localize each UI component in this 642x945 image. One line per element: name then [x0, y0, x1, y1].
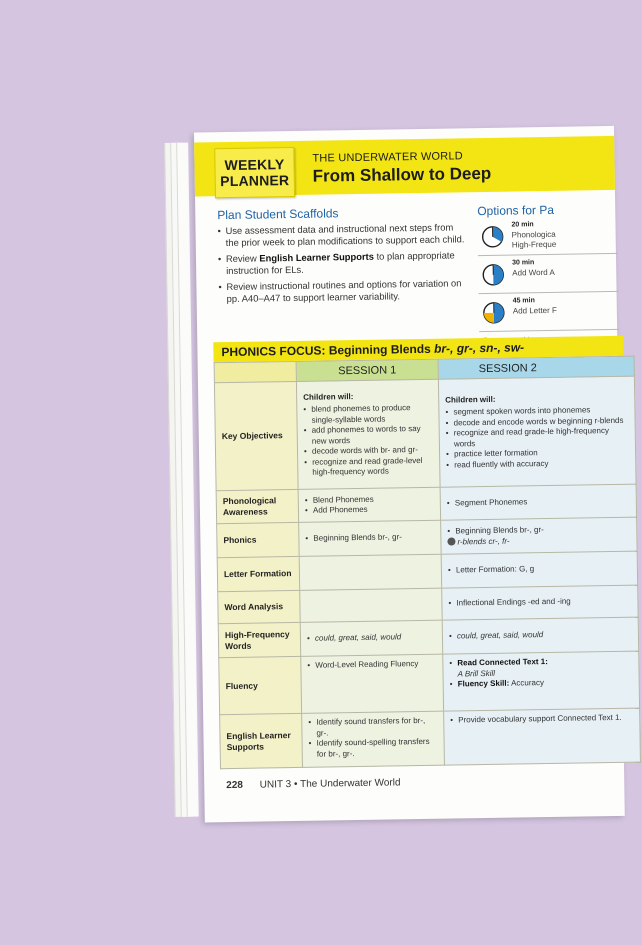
page-footer — [226, 777, 400, 791]
weekly-planner-tag — [214, 147, 295, 198]
planner-label: PLANNER — [220, 172, 290, 190]
option-time: 20 min — [511, 221, 534, 229]
key-objectives-session-1: Children will: • blend phonemes to produce single-syllable words • add phonemes to words to say new words • decode words with br- and gr- • recognize and read grade-level high-frequency words — [296, 379, 440, 489]
fluency-session-1: • Word-Level Reading Fluency — [301, 654, 444, 713]
option-description: Phonologica High-Freque — [511, 229, 557, 250]
option-row — [477, 216, 618, 256]
footer-unit-text: UNIT 3 • The Underwater World — [259, 777, 401, 791]
option-description: Add Word A — [512, 267, 555, 278]
row-label-phonological-awareness: Phonological Awareness — [216, 489, 299, 523]
scaffold-item: • Use assessment data and instructional next steps from the prior week to plan modifications to support each child. — [217, 221, 467, 249]
row-label-phonics: Phonics — [217, 522, 300, 557]
lesson-title: From Shallow to Deep — [312, 163, 492, 186]
option-row — [479, 292, 620, 332]
options-section — [477, 202, 619, 345]
row-label-key-objectives: Key Objectives — [214, 381, 298, 490]
word-analysis-session-1 — [300, 588, 442, 622]
row-label-word-analysis: Word Analysis — [218, 590, 300, 623]
letter-formation-session-2: • Letter Formation: G, g — [441, 551, 638, 588]
phonological-session-1: • Blend Phonemes • Add Phonemes — [298, 487, 441, 522]
session-1-header: SESSION 1 — [296, 359, 438, 381]
phonics-focus-bar: PHONICS FOCUS: Beginning Blends br-, gr-, sn-, sw- — [213, 336, 623, 362]
scaffolds-section — [217, 204, 469, 309]
planner-page — [194, 126, 625, 823]
clock-45-min-icon — [483, 302, 505, 324]
option-time: 45 min — [512, 297, 535, 305]
page-number: 228 — [226, 779, 244, 792]
row-label-english-learner-supports: English Learner Supports — [220, 713, 303, 768]
el-supports-session-2: • Provide vocabulary support Connected Text 1. — [444, 708, 641, 765]
session-table — [214, 356, 641, 770]
blends-list: br-, gr-, sn-, sw- — [433, 340, 525, 356]
clock-30-min-icon — [482, 264, 504, 286]
scaffolds-heading: Plan Student Scaffolds — [217, 206, 339, 223]
el-supports-emphasis: English Learner Supports — [259, 250, 375, 264]
planner-book — [164, 126, 624, 823]
letter-formation-session-1 — [299, 554, 442, 590]
table-corner — [214, 361, 296, 382]
phonological-session-2: • Segment Phonemes — [440, 484, 636, 520]
weekly-label: WEEKLY — [224, 156, 285, 174]
key-objectives-session-2: Children will: • segment spoken words into phonemes • decode and encode words w beginning r-blends • recognize and read grade-le high-frequency words • practice letter formation • read fluently with accuracy — [438, 376, 636, 487]
row-label-letter-formation: Letter Formation — [217, 556, 300, 591]
scaffold-item: • Review instructional routines and options for variation on pp. A40–A47 to support learner variability. — [218, 277, 468, 305]
session-2-header: SESSION 2 — [438, 356, 634, 379]
el-supports-session-1: • Identify sound transfers for br-, gr-. • Identify sound-spelling transfers for br-, gr-. — [302, 711, 445, 767]
fluency-session-2: • Read Connected Text 1: A Brill Skill • Fluency Skill: Accuracy — [443, 651, 640, 711]
row-label-fluency: Fluency — [219, 656, 302, 714]
word-analysis-session-2: • Inflectional Endings -ed and -ing — [442, 585, 638, 620]
phonics-session-1: • Beginning Blends br-, gr- — [299, 520, 442, 556]
unit-title: THE UNDERWATER WORLD — [312, 150, 463, 165]
options-heading: Options for Pa — [477, 202, 555, 219]
option-row — [478, 254, 619, 294]
speaker-icon — [447, 538, 455, 546]
title-banner — [194, 136, 615, 197]
clock-20-min-icon — [482, 226, 504, 248]
option-time: 30 min — [512, 259, 535, 267]
row-label-high-frequency-words: High-Frequency Words — [218, 622, 301, 657]
hfw-session-2: • could, great, said, would — [442, 617, 639, 654]
option-description: Add Letter F — [512, 305, 557, 316]
hfw-session-1: • could, great, said, would — [300, 620, 443, 656]
phonics-session-2: • Beginning Blends br-, gr- r-blends cr-, fr- — [441, 517, 638, 554]
scaffold-item: • Review English Learner Supports to plan appropriate instruction for ELs. — [218, 249, 468, 277]
